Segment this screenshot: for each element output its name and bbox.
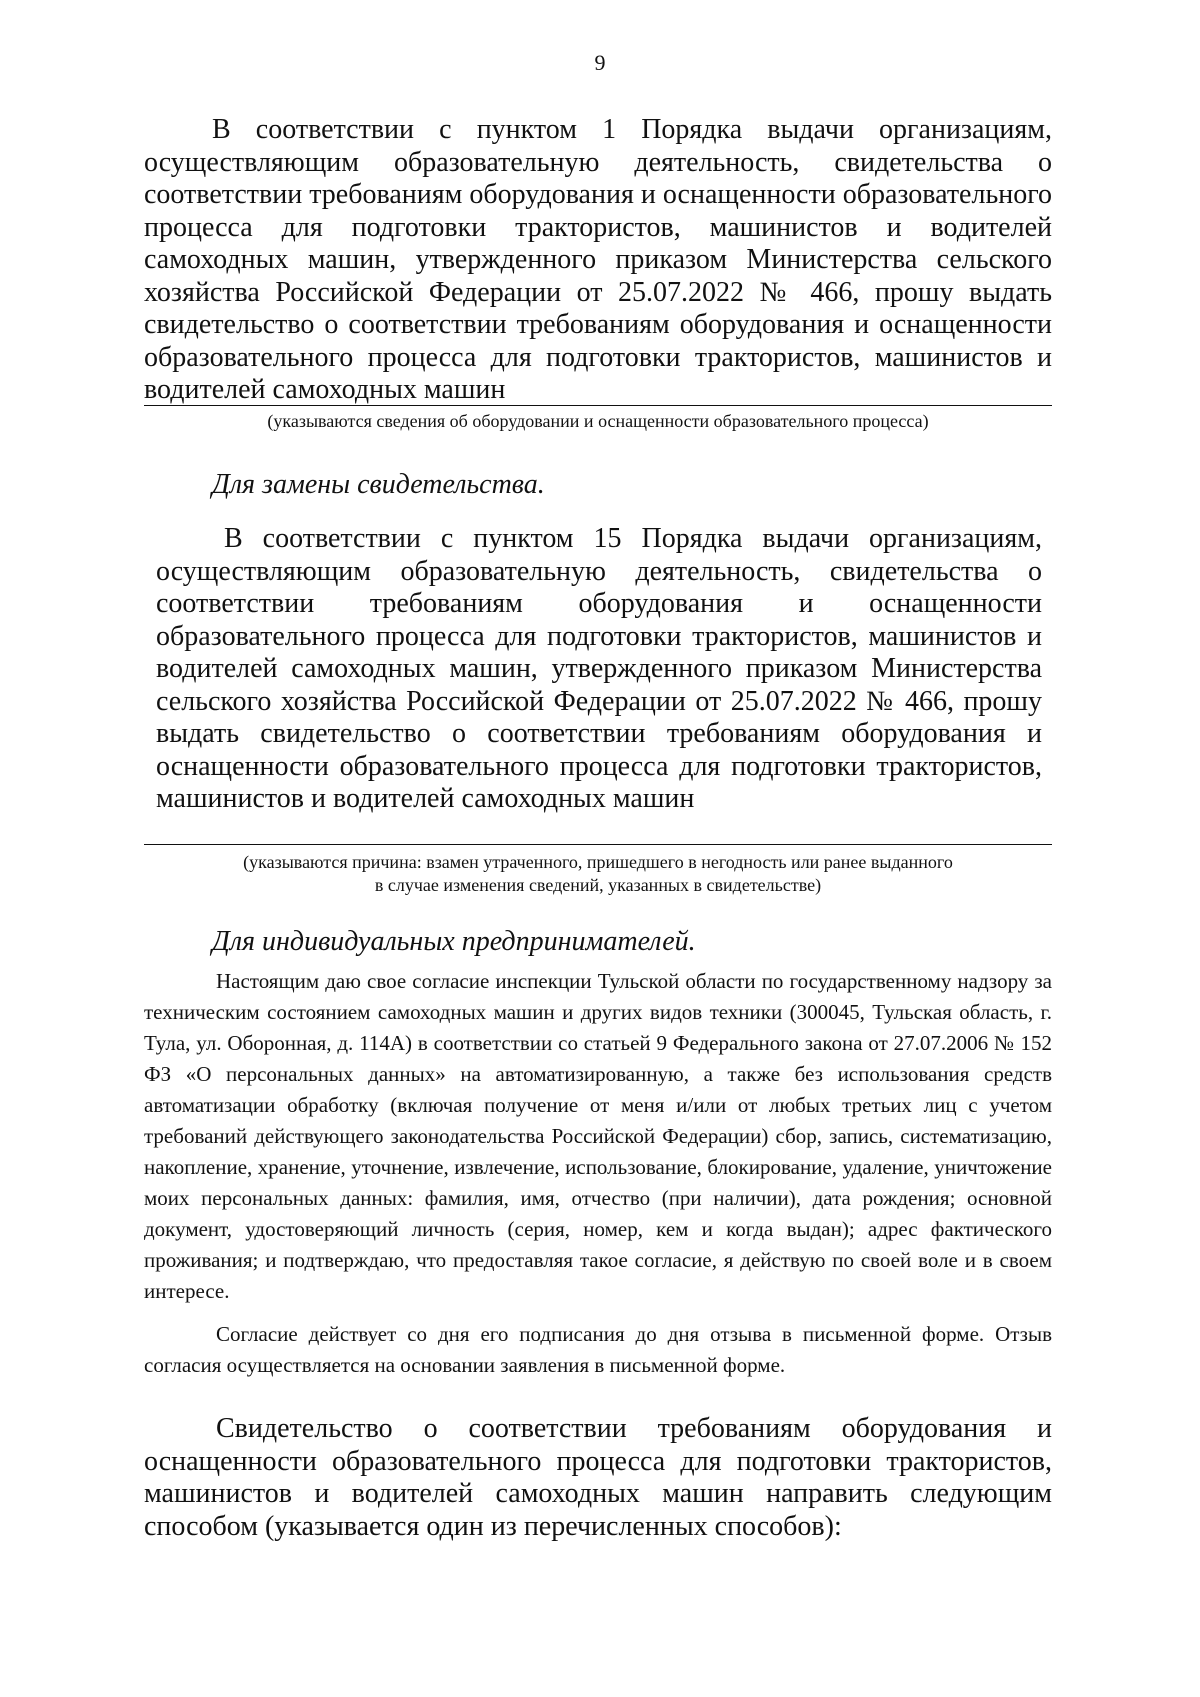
replacement-reason-fill-line (144, 844, 1052, 845)
replacement-reason-caption-line2: в случае изменения сведений, указанных в свидетельстве) (374, 875, 822, 895)
issue-request-paragraph: В соответствии с пунктом 1 Порядка выдачи организациям, осуществляющим образовательную деятельность, свидетельства о соответствии требованиям оборудования и оснащенности образовательного процесса для подготовки трактористов, машинистов и водителей самоходных машин, утвержденного приказом Министерства сельского хозяйства Российской Федерации от 25.07.2022 № 466, прошу выдать свидетельство о соответствии требованиям оборудования и оснащенности образовательного процесса для подготовки трактористов, машинистов и водителей самоходных машин (144, 114, 1052, 405)
replacement-request-paragraph: В соответствии с пунктом 15 Порядка выдачи организациям, осуществляющим образовательную деятельность, свидетельства о соответствии требованиям оборудования и оснащенности образовательного процесса для подготовки трактористов, машинистов и водителей самоходных машин, утвержденного приказом Министерства сельского хозяйства Российской Федерации от 25.07.2022 № 466, прошу выдать свидетельство о соответствии требованиям оборудования и оснащенности образовательного процесса для подготовки трактористов, машинистов и водителей самоходных машин (156, 523, 1042, 814)
replacement-reason-caption (144, 851, 1052, 897)
consent-validity-paragraph: Согласие действует со дня его подписания до дня отзыва в письменной форме. Отзыв согласия осуществляется на основании заявления в письменной форме. (144, 1322, 1052, 1377)
delivery-method-paragraph: Свидетельство о соответствии требованиям оборудования и оснащенности образовательного процесса для подготовки трактористов, машинистов и водителей самоходных машин направить следующим способом (указывается один из перечисленных способов): (144, 1413, 1052, 1542)
replacement-reason-caption-line1: (указываются причина: взамен утраченного, пришедшего в негодность или ранее выданного (243, 852, 953, 872)
equipment-info-fill-line (144, 405, 1052, 406)
personal-data-consent-paragraph: Настоящим даю свое согласие инспекции Тульской области по государственному надзору за техническим состоянием самоходных машин и других видов техники (300045, Тульская область, г. Тула, ул. Оборонная, д. 114А) в соответствии со статьей 9 Федерального закона от 27.07.2006 № 152 ФЗ «О персональных данных» на автоматизированную, а также без использования средств автоматизации обработку (включая получение от меня и/или от любых третьих лиц с учетом требований действующего законодательства Российской Федерации) сбор, запись, систематизацию, накопление, хранение, уточнение, извлечение, использование, блокирование, удаление, уничтожение моих персональных данных: фамилия, имя, отчество (при наличии), дата рождения; основной документ, удостоверяющий личность (серия, номер, кем и когда выдан); адрес фактического проживания; и подтверждаю, что предоставляя такое согласие, я действую по своей воле и в своем интересе. (144, 969, 1052, 1303)
equipment-info-caption: (указываются сведения об оборудовании и оснащенности образовательного процесса) (267, 411, 929, 431)
entrepreneurs-heading: Для индивидуальных предпринимателей. (212, 926, 696, 957)
replacement-heading: Для замены свидетельства. (212, 469, 545, 500)
page-number: 9 (594, 50, 606, 75)
